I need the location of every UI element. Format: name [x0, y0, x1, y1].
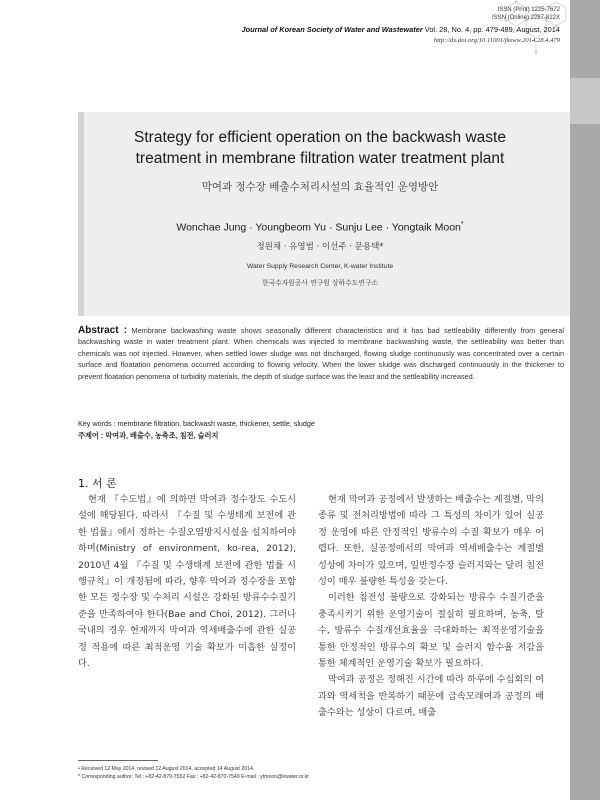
keywords-english-label: Key words : — [78, 419, 118, 428]
keywords-korean — [78, 430, 564, 442]
keywords-korean-list: 막여과, 배출수, 농축조, 침전, 슬러지 — [105, 431, 219, 440]
body-paragraph: 현재 막여과 공정에서 발생하는 배출수는 계절별, 막의 종류 및 전처리방법에 따라 그 특성의 차이가 있어 실공정 운영에 따른 안정적인 방류수의 수질 확보가 매우 어렵다. 또한, 실공정에서의 막여과 역세배출수는 계절별 성상에 차이가 있으며, 일반정수장 슬러지와는 달리 침전성이 매우 불량한 특성을 갖는다. — [318, 494, 544, 588]
footnote-corresponding: * Corresponding author: Tel : +82-42-870-7552 Fax : +82-42-870-7549 E-mail : ytmoon@kwater.or.kr — [78, 774, 309, 780]
doi-link[interactable]: http://dx.doi.org/10.11001/jksww.2014.28.4.479 — [433, 37, 560, 44]
keywords-english — [78, 418, 564, 430]
body-paragraph: 현재 『수도법』에 의하면 막여과 정수장도 수도시설에 해당된다. 따라서 『수질 및 수생태계 보전에 관한 법률』에서 정하는 수질오염방지시설을 설치하여야 하며(Ministry of environment, ko-rea, 2012), 2010년 4월 『수질 및 수생태계 보전에 관한 법률 시행규칙』이 개정됨에 따라, 향후 막여과 정수장을 포함한 모든 정수장 및 수처리 시설은 강화된 방류수수질기준을 만족하여야 한다(Bae and Choi, 2012). 그러나 국내의 경우 현재까지 막여과 역세배출수에 관한 실공정 적용에 따른 최적운영 기술 확보가 미흡한 실정이다. — [78, 494, 296, 670]
body-paragraph: 이러한 침전성 불량으로 강화되는 방류수 수질기준을 충족시키기 위한 운영기술이 절실히 필요하며, 농축, 탈수, 방류수 수질개선효율을 극대화하는 최적운영기술을 통한 안정적인 방류수의 확보 및 슬러지 함수율 저감을 통한 체계적인 운영기술 확보가 필요하다. — [318, 592, 544, 670]
issn-online: ISSN (Online) 2287-822X — [491, 15, 560, 21]
journal-issue: Vol. 28, No. 4, pp. 479-489, August, 2014 — [422, 25, 560, 34]
issn-print: ISSN (Print) 1225-7672 — [497, 7, 560, 13]
footnotes — [78, 765, 308, 781]
section-heading: 1. 서 론 — [78, 477, 117, 490]
abstract-text: Membrane backwashing waste shows seasonally different characteristics and it has bad settleability differently from general backwashing waste in water treatment plant. When chemicals was injected to membrane backwashing waste, the settleability was better than chemicals was not injected. However, when settled lower sludge was not discharged, flowing sludge continuously was concentrated over a certain surface and floatation penomena occurred according to flowing velocity. When the lower sludge was discharged continuously in the thickener to prevent floatation penomena of turbidity materials, the depth of sludge surface was the least and the settleability increased. — [78, 326, 564, 381]
paper-title-korean: 막여과 정수장 배출수처리시설의 효율적인 운영방안 — [201, 181, 439, 193]
authors-english — [100, 221, 540, 234]
keywords-block — [78, 418, 564, 442]
right-margin-tab — [570, 78, 600, 124]
footnote-received: • Received 12 May 2014, revised 12 August 2014, accepted 14 August 2014. — [78, 766, 255, 772]
abstract-label: Abstract : — [78, 325, 128, 336]
journal-name: Journal of Korean Society of Water and Wastewater — [241, 25, 423, 34]
keywords-english-list: membrane filtration, backwash waste, thickener, settle, sludge — [117, 419, 315, 428]
affiliation-english: Water Supply Research Center, K-water Institute — [246, 263, 394, 270]
corresponding-mark: * — [460, 221, 464, 228]
body-paragraph: 막여과 공정은 정해진 시간에 따라 하루에 수십회의 여과와 역세척을 반복하기 때문에 급속모래여과 공정의 배출수와는 성상이 다르며, 배출 — [318, 674, 544, 719]
body-column-right — [318, 492, 544, 722]
abstract — [78, 325, 564, 382]
keywords-korean-label: 주제어 : — [78, 431, 106, 440]
journal-citation — [241, 25, 560, 34]
authors-english-names: Wonchae Jung · Youngbeom Yu · Sunju Lee · Yongtaik Moon — [176, 221, 461, 234]
issn-block — [492, 6, 560, 22]
footnote-rule — [78, 760, 158, 761]
authors-korean: 정원채 · 유영범 · 이선주 · 문용택* — [256, 242, 384, 252]
body-column-left — [78, 492, 296, 672]
affiliation-korean: 한국수자원공사 연구원 상하수도연구소 — [262, 279, 378, 287]
title-panel-edge — [78, 112, 84, 316]
paper-title-english: Strategy for efficient operation on the backwash waste treatment in membrane filtration water treatment plant — [134, 129, 506, 167]
